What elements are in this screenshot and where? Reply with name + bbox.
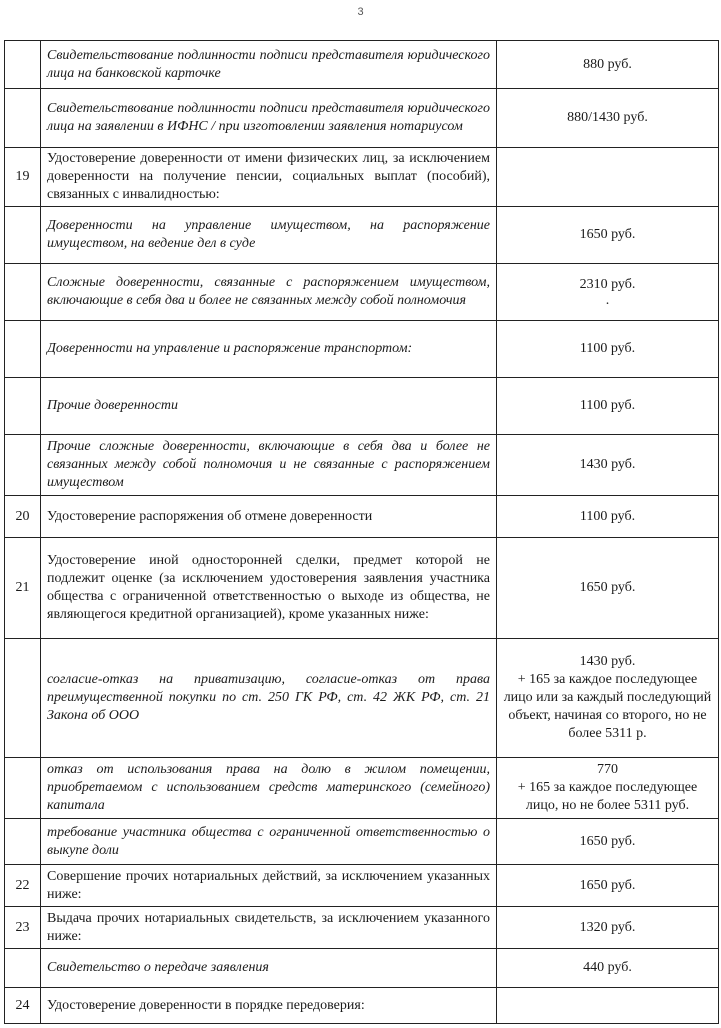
table-row — [5, 819, 719, 865]
service-description: согласие-отказ на приватизацию, согласие-отказ от права преимущественной покупки по ст. 250 ГК РФ, ст. 42 ЖК РФ, ст. 21 Закона об ООО — [41, 639, 497, 758]
table-row — [5, 758, 719, 819]
table-row — [5, 988, 719, 1024]
service-description: Удостоверение распоряжения об отмене доверенности — [41, 496, 497, 538]
fee-amount: 1100 руб. — [579, 341, 636, 356]
row-number — [5, 949, 41, 988]
fee-table — [4, 40, 719, 1024]
service-description: Свидетельство о передаче заявления — [41, 949, 497, 988]
fee-amount-cell — [497, 538, 719, 639]
fee-amount-cell — [497, 865, 719, 907]
fee-amount-cell — [497, 89, 719, 148]
row-number — [5, 207, 41, 264]
table-row — [5, 435, 719, 496]
service-description: Прочие доверенности — [41, 378, 497, 435]
fee-amount-cell — [497, 207, 719, 264]
row-number — [5, 639, 41, 758]
row-number — [5, 89, 41, 148]
fee-mark: . — [605, 293, 610, 308]
service-description: Доверенности на управление и распоряжение транспортом: — [41, 321, 497, 378]
service-description: Выдача прочих нотариальных свидетельств, за исключением указанного ниже: — [41, 907, 497, 949]
fee-amount-cell — [497, 907, 719, 949]
table-row — [5, 207, 719, 264]
table-row — [5, 907, 719, 949]
fee-amount-cell — [497, 496, 719, 538]
fee-amount: 1650 руб. — [579, 833, 636, 849]
table-row — [5, 496, 719, 538]
row-number — [5, 321, 41, 378]
fee-amount-cell — [497, 819, 719, 865]
service-description: Удостоверение иной односторонней сделки, предмет которой не подлежит оценке (за исключением удостоверения заявления участника общества с ограниченной ответственностью о выходе из общества, не являющегося кредитной организацией), кроме указанных ниже: — [41, 538, 497, 639]
row-number — [5, 435, 41, 496]
fee-amount: 1650 руб. — [579, 877, 636, 893]
fee-amount-cell — [497, 639, 719, 758]
table-row — [5, 148, 719, 207]
fee-amount: 440 руб. — [583, 960, 632, 975]
row-number: 21 — [5, 538, 41, 639]
fee-amount-cell — [497, 321, 719, 378]
service-description: Удостоверение доверенности в порядке передоверия: — [41, 988, 497, 1024]
table-row — [5, 639, 719, 758]
service-description: Сложные доверенности, связанные с распоряжением имуществом, включающие в себя два и более не связанных между собой полномочия — [41, 264, 497, 321]
row-number: 24 — [5, 988, 41, 1024]
fee-amount: 880 руб. — [583, 56, 632, 72]
row-number — [5, 41, 41, 89]
table-row — [5, 264, 719, 321]
table-row — [5, 41, 719, 89]
fee-amount-cell — [497, 378, 719, 435]
table-row — [5, 378, 719, 435]
service-description: Свидетельствование подлинности подписи представителя юридического лица на заявлении в ИФНС / при изготовлении заявления нотариусом — [41, 89, 497, 148]
table-row — [5, 865, 719, 907]
row-number: 20 — [5, 496, 41, 538]
fee-amount: 770 + 165 за каждое последующее лицо, но не более 5311 руб. — [517, 762, 698, 813]
row-number — [5, 264, 41, 321]
fee-amount-cell — [497, 988, 719, 1024]
fee-amount: 1100 руб. — [579, 508, 636, 524]
table-row — [5, 89, 719, 148]
row-number: 19 — [5, 148, 41, 207]
service-description: отказ от использования права на долю в жилом помещении, приобретаемом с использованием средств материнского (семейного) капитала — [41, 758, 497, 819]
fee-amount-cell — [497, 435, 719, 496]
service-description: Удостоверение доверенности от имени физических лиц, за исключением доверенности на получение пенсии, социальных выплат (пособий), связанных с инвалидностью: — [41, 148, 497, 207]
fee-amount: 1320 руб. — [579, 919, 636, 935]
row-number: 23 — [5, 907, 41, 949]
fee-amount-cell — [497, 949, 719, 988]
fee-amount: 1430 руб. — [579, 457, 636, 472]
fee-amount: 1650 руб. — [579, 227, 636, 242]
fee-amount-cell — [497, 148, 719, 207]
table-row — [5, 538, 719, 639]
service-description: требование участника общества с ограниченной ответственностью о выкупе доли — [41, 819, 497, 865]
service-description: Совершение прочих нотариальных действий, за исключением указанных ниже: — [41, 865, 497, 907]
row-number: 22 — [5, 865, 41, 907]
fee-amount: 1650 руб. — [579, 580, 636, 595]
fee-amount-cell — [497, 264, 719, 321]
service-description: Доверенности на управление имуществом, на распоряжение имуществом, на ведение дел в суде — [41, 207, 497, 264]
table-row — [5, 321, 719, 378]
row-number — [5, 758, 41, 819]
table-row — [5, 949, 719, 988]
fee-amount-cell — [497, 41, 719, 89]
row-number — [5, 819, 41, 865]
fee-amount: 1100 руб. — [579, 398, 636, 413]
row-number — [5, 378, 41, 435]
fee-amount: 880/1430 руб. — [567, 110, 648, 125]
fee-amount: 2310 руб. — [579, 277, 636, 292]
service-description: Свидетельствование подлинности подписи представителя юридического лица на банковской карточке — [41, 41, 497, 89]
fee-amount: 1430 руб. + 165 за каждое последующее лицо или за каждый последующий объект, начиная со второго, но не более 5311 р. — [503, 654, 712, 741]
fee-amount-cell — [497, 758, 719, 819]
page-number: 3 — [357, 6, 364, 18]
service-description: Прочие сложные доверенности, включающие в себя два и более не связанных между собой полномочия и не связанные с распоряжением имуществом — [41, 435, 497, 496]
